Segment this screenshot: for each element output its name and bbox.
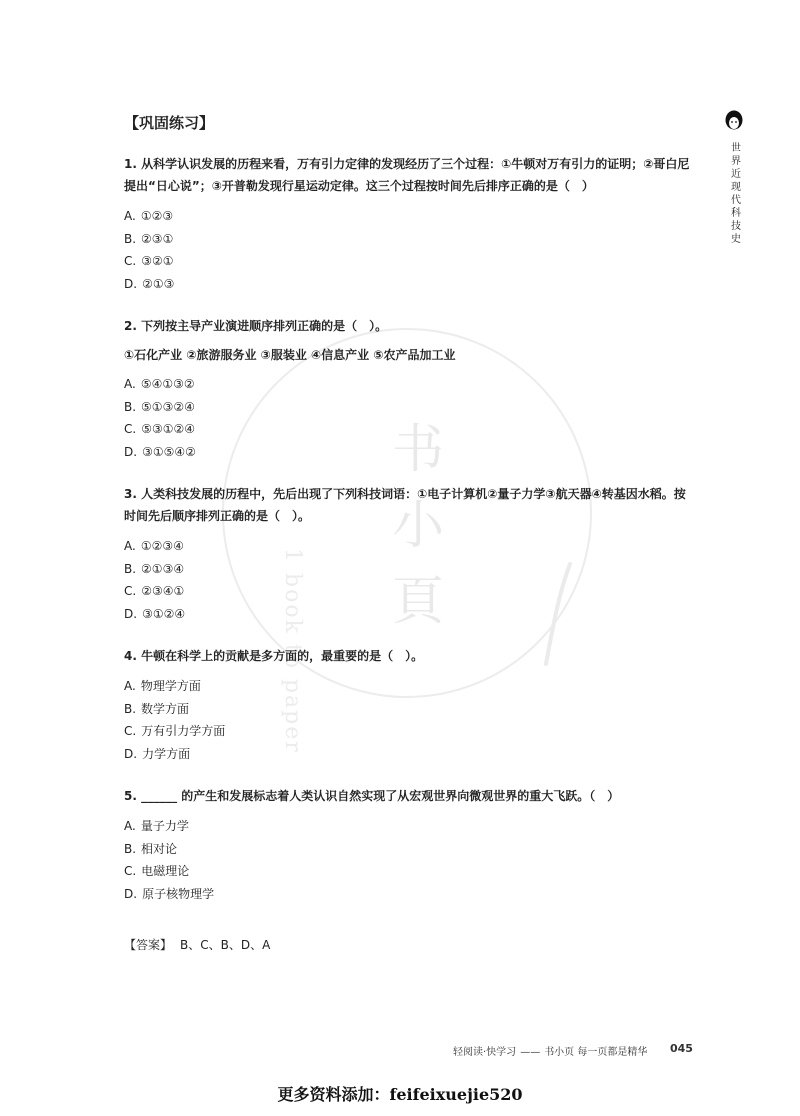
question-stem: 3. 人类科技发展的历程中，先后出现了下列科技词语：①电子计算机②量子力学③航天器④转基因水稻。按时间先后顺序排列正确的是（ ）。: [124, 487, 686, 523]
option-b: [124, 838, 694, 861]
option-text: 万有引力学方面: [141, 724, 226, 738]
option-text: ②③④①: [141, 584, 185, 598]
watermark-glyph: 书: [391, 420, 444, 480]
option-d: [124, 441, 694, 464]
exercise-content: [124, 112, 694, 955]
footer-slogan-left: 轻阅读·快学习: [453, 1047, 517, 1058]
page-footer: [453, 1042, 693, 1058]
option-b: [124, 558, 694, 581]
option-text: 相对论: [141, 841, 178, 856]
footer-slogan-right: 书小页 每一页都是精华: [544, 1047, 648, 1058]
option-letter: C.: [124, 254, 137, 268]
option-text: 量子力学: [140, 819, 189, 833]
option-letter: B.: [124, 841, 137, 856]
footer-contact-note: 更多资料添加：feifeixuejie520: [277, 1085, 523, 1104]
option-letter: D.: [124, 886, 138, 901]
option-text: ②③①: [141, 231, 174, 246]
side-tab-title: 世界近现代科技史: [728, 142, 740, 246]
option-a: [124, 205, 694, 228]
option-text: ②①③④: [141, 561, 185, 576]
question-stem: 4. 牛顿在科学上的贡献是多方面的，最重要的是（ ）。: [124, 649, 424, 663]
option-letter: B.: [124, 701, 137, 716]
option-letter: C.: [124, 584, 137, 598]
option-text: 原子核物理学: [142, 886, 215, 901]
answer-label: 【答案】: [124, 938, 173, 952]
page-number: 045: [670, 1042, 693, 1055]
option-text: ⑤①③②④: [141, 399, 195, 414]
option-text: ⑤④①③②: [140, 377, 195, 391]
option-letter: A.: [124, 819, 136, 833]
question-3: [124, 483, 694, 625]
option-b: [124, 698, 694, 721]
option-text: ③①⑤④②: [142, 444, 196, 459]
question-5: [124, 785, 694, 905]
option-text: 力学方面: [142, 746, 191, 761]
option-c: [124, 418, 694, 441]
option-c: [124, 720, 694, 743]
footer-dash: ——: [520, 1047, 541, 1058]
option-c: [124, 250, 694, 273]
option-letter: B.: [124, 399, 137, 414]
question-stem: 5. ______ 的产生和发展标志着人类认识自然实现了从宏观世界向微观世界的重大飞跃。（ ）: [124, 789, 620, 803]
option-d: [124, 603, 694, 626]
option-letter: D.: [124, 276, 138, 291]
option-c: [124, 860, 694, 883]
side-tab: [722, 110, 746, 246]
option-text: ③①②④: [142, 606, 186, 621]
option-letter: A.: [124, 679, 136, 693]
option-letter: A.: [124, 377, 136, 391]
question-stem: 1. 从科学认识发展的历程来看，万有引力定律的发现经历了三个过程：①牛顿对万有引力的证明；②哥白尼提出“日心说”；③开普勒发现行星运动定律。这三个过程按时间先后排序正确的是（ ）: [124, 157, 690, 193]
option-d: [124, 273, 694, 296]
option-letter: D.: [124, 444, 138, 459]
option-text: 数学方面: [141, 701, 190, 716]
question-4: [124, 645, 694, 765]
option-text: ③②①: [141, 254, 174, 268]
option-letter: C.: [124, 422, 137, 436]
option-b: [124, 396, 694, 419]
answer-value: B、C、B、D、A: [180, 938, 271, 952]
option-text: ①②③④: [140, 539, 184, 553]
option-letter: A.: [124, 209, 136, 223]
watermark-glyph: 頁: [391, 572, 444, 632]
option-text: ⑤③①②④: [141, 422, 195, 436]
question-stem: 2. 下列按主导产业演进顺序排列正确的是（ ）。: [124, 319, 388, 333]
option-d: [124, 743, 694, 766]
option-letter: C.: [124, 864, 137, 878]
option-letter: D.: [124, 606, 138, 621]
question-1: [124, 153, 694, 295]
option-d: [124, 883, 694, 906]
option-letter: A.: [124, 539, 136, 553]
option-letter: C.: [124, 724, 137, 738]
option-a: [124, 675, 694, 698]
option-letter: B.: [124, 231, 137, 246]
option-text: 电磁理论: [141, 864, 190, 878]
watermark-latin-text: 1 book to paper: [280, 548, 305, 754]
option-letter: B.: [124, 561, 137, 576]
question-2: [124, 315, 694, 463]
question-subitems: ①石化产业 ②旅游服务业 ③服装业 ④信息产业 ⑤农产品加工业: [124, 348, 456, 362]
option-text: ①②③: [140, 209, 174, 223]
option-a: [124, 815, 694, 838]
option-a: [124, 535, 694, 558]
watermark-glyph: 小: [391, 496, 444, 556]
hair-avatar-icon: [725, 110, 743, 132]
answer-line: [124, 935, 694, 955]
option-text: ②①③: [142, 276, 175, 291]
option-letter: D.: [124, 746, 138, 761]
option-text: 物理学方面: [140, 679, 201, 693]
option-a: [124, 373, 694, 396]
option-b: [124, 228, 694, 251]
option-c: [124, 580, 694, 603]
section-title: 【巩固练习】: [124, 114, 215, 132]
